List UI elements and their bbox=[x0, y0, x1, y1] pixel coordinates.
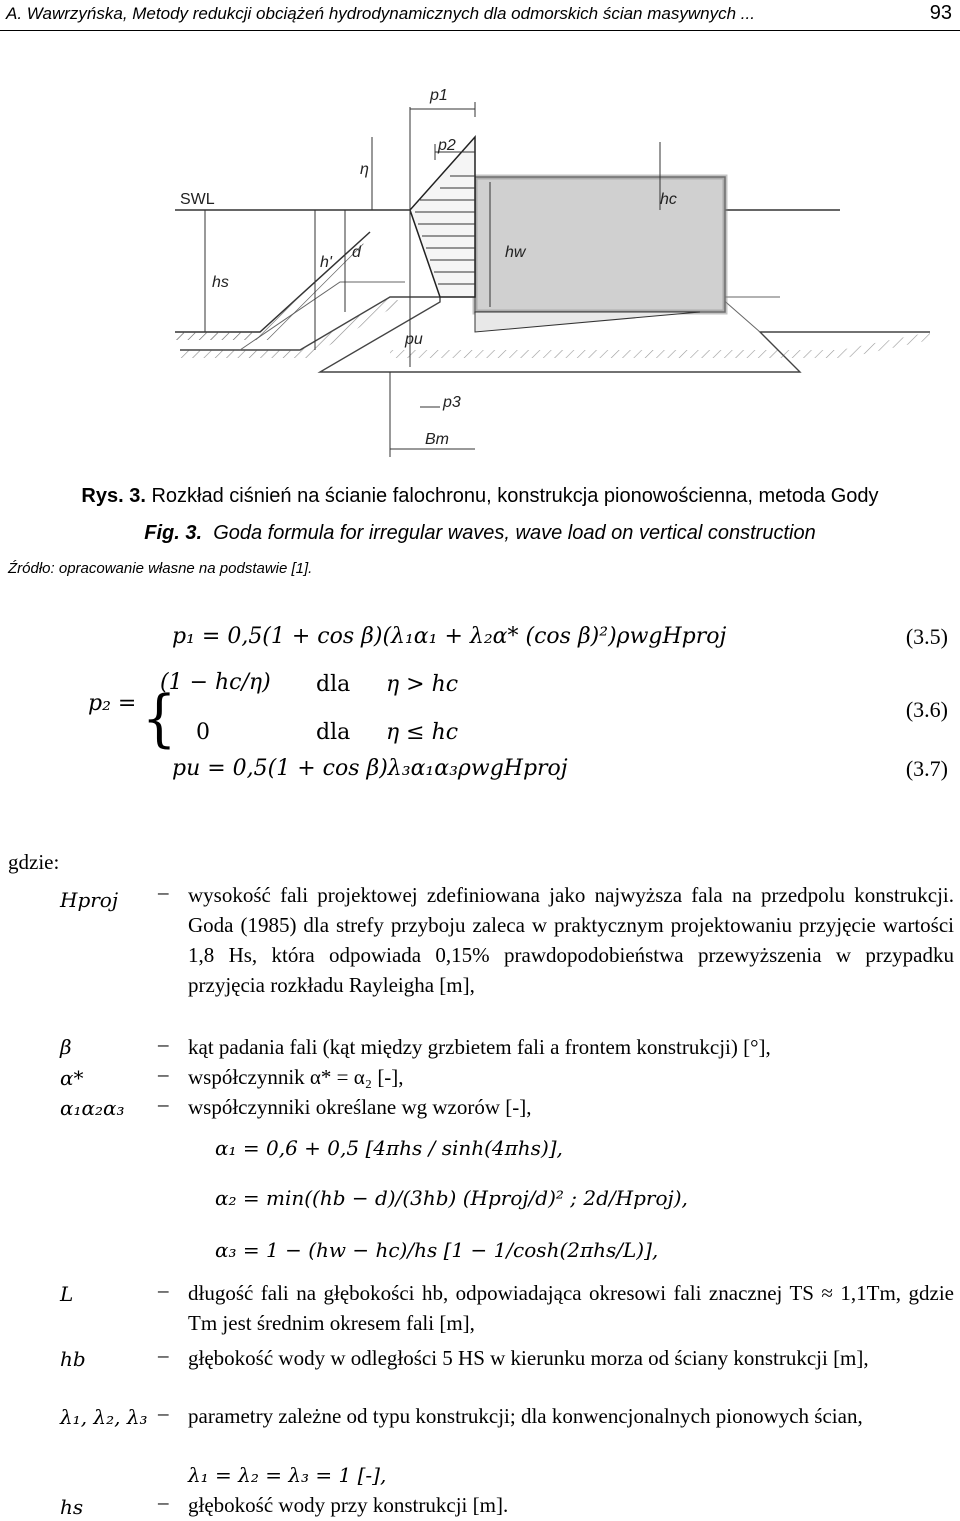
piecewise-brace: { bbox=[142, 682, 177, 755]
equation-number-3-7: (3.7) bbox=[905, 756, 948, 781]
page-number: 93 bbox=[929, 2, 952, 24]
def-hb: głębokość wody w odległości 5 HS w kierunku morza od ściany konstrukcji [m], bbox=[188, 1346, 869, 1370]
label-p1: p1 bbox=[430, 87, 448, 104]
header-rule bbox=[0, 30, 960, 31]
label-swl: SWL bbox=[180, 191, 215, 208]
p2-case2-cond: η ≤ hc bbox=[386, 720, 459, 745]
label-p2: p2 bbox=[438, 137, 456, 154]
dash: – bbox=[158, 1278, 169, 1302]
dash: – bbox=[158, 880, 169, 904]
alpha3-formula: α₃ = 1 − (hw − hc)/hs [1 − 1/cosh(2πhs/L)], bbox=[215, 1238, 659, 1262]
label-p3: p3 bbox=[443, 394, 461, 411]
symbol-lambdas: λ₁, λ₂, λ₃ bbox=[60, 1405, 148, 1429]
p2-case1-cond: η > hc bbox=[386, 672, 459, 697]
def-alpha-star: współczynnik α* = α₂ [-], bbox=[188, 1065, 404, 1089]
equation-3-7: pu = 0,5(1 + cos β)λ₃α₁α₃ρwgHproj bbox=[172, 756, 568, 781]
p2-lhs: p₂ = bbox=[88, 691, 137, 716]
symbol-hb: hb bbox=[60, 1347, 86, 1371]
pressure-diagram bbox=[410, 137, 475, 297]
figure-caption-pl: Rys. 3. Rozkład ciśnień na ścianie falochronu, konstrukcja pionowościenna, metoda Gody bbox=[81, 485, 879, 507]
symbol-alphas: α₁α₂α₃ bbox=[60, 1096, 125, 1120]
dash: – bbox=[158, 1092, 169, 1116]
dla-label-1: dla bbox=[316, 672, 351, 697]
lambda-equation: λ₁ = λ₂ = λ₃ = 1 [-], bbox=[188, 1463, 387, 1487]
symbol-beta: β bbox=[60, 1035, 72, 1059]
label-bm: Bm bbox=[425, 431, 449, 448]
def-lambdas: parametry zależne od typu konstrukcji; dla konwencjonalnych pionowych ścian, bbox=[188, 1404, 863, 1428]
dash: – bbox=[158, 1032, 169, 1056]
label-d: d bbox=[352, 244, 361, 261]
alpha2-formula: α₂ = min((hb − d)/(3hb) (Hproj/d)² ; 2d/Hproj), bbox=[215, 1186, 688, 1210]
p2-case1-expr: (1 − hc/η) bbox=[160, 670, 271, 695]
symbol-hproj: Hproj bbox=[60, 888, 119, 912]
equation-number-3-6: (3.6) bbox=[905, 697, 948, 722]
dash: – bbox=[158, 1062, 169, 1086]
def-beta: kąt padania fali (kąt między grzbietem fali a frontem konstrukcji) [°], bbox=[188, 1035, 771, 1059]
def-hs: głębokość wody przy konstrukcji [m]. bbox=[188, 1493, 509, 1517]
where-intro: gdzie: bbox=[8, 850, 60, 874]
label-hw: hw bbox=[505, 244, 526, 261]
label-hprime: h' bbox=[320, 254, 332, 271]
def-l: długość fali na głębokości hb, odpowiadająca okresowi fali znacznej TS ≈ 1,1Tm, gdzie Tm jest średnim okresem fali [m], bbox=[188, 1281, 954, 1335]
symbol-hs: hs bbox=[60, 1495, 84, 1519]
label-eta: η bbox=[360, 161, 369, 178]
dash: – bbox=[158, 1401, 169, 1425]
running-title: A. Wawrzyńska, Metody redukcji obciążeń hydrodynamicznych dla odmorskich ścian masywnych ... bbox=[6, 4, 755, 23]
dla-label-2: dla bbox=[316, 720, 351, 745]
equation-number-3-5: (3.5) bbox=[905, 624, 948, 649]
label-hc: hc bbox=[660, 191, 677, 208]
page-header bbox=[0, 0, 960, 30]
dash: – bbox=[158, 1490, 169, 1514]
figure-caption-en: Fig. 3. Goda formula for irregular waves, wave load on vertical construction bbox=[144, 522, 816, 544]
figure-source: Źródło: opracowanie własne na podstawie [1]. bbox=[8, 560, 313, 577]
p2-case2-expr: 0 bbox=[196, 720, 210, 745]
alpha1-formula: α₁ = 0,6 + 0,5 [4πhs / sinh(4πhs)], bbox=[215, 1136, 563, 1160]
label-hs: hs bbox=[212, 274, 229, 291]
breakwater-diagram bbox=[140, 82, 930, 472]
symbol-alpha-star: α* bbox=[60, 1066, 84, 1090]
def-hproj: wysokość fali projektowej zdefiniowana jako najwyższa fala na przedpolu konstrukcji. Goda (1985) dla strefy przyboju zaleca w praktycznym projektowaniu przyjęcie wartości 1,8 Hs, która odpowiada 0,15% prawdopodobieństwa przewyższenia w przypadku przyjęcia rozkładu Rayleigha [m], bbox=[188, 883, 954, 997]
def-alphas: współczynniki określane wg wzorów [-], bbox=[188, 1095, 532, 1119]
symbol-l: L bbox=[60, 1282, 74, 1306]
dash: – bbox=[158, 1343, 169, 1367]
equation-3-5: p₁ = 0,5(1 + cos β)(λ₁α₁ + λ₂α* (cos β)²)ρwgHproj bbox=[172, 624, 727, 649]
label-pu: pu bbox=[405, 331, 423, 348]
